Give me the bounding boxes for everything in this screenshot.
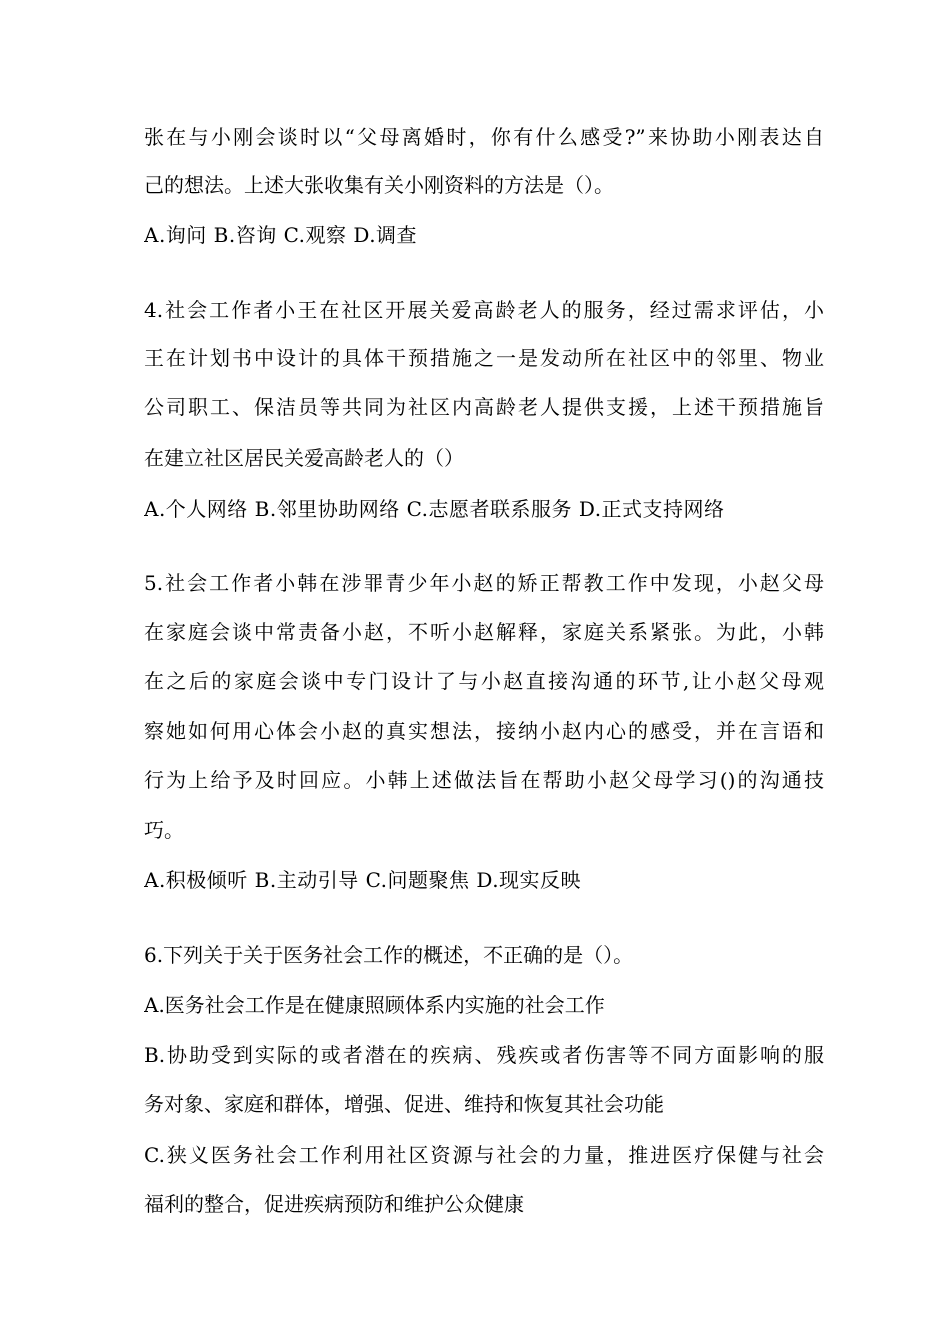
q5-stem-line-3: 在之后的家庭会谈中专门设计了与小赵直接沟通的环节,让小赵父母观 [144,669,824,693]
q6-option-b-line-2: 务对象、家庭和群体，增强、促进、维持和恢复其社会功能 [144,1092,664,1116]
q6-option-c-line-2: 福利的整合，促进疾病预防和维护公众健康 [144,1192,524,1216]
q4-stem-line-1: 4.社会工作者小王在社区开展关爱高龄老人的服务，经过需求评估，小 [144,298,824,322]
q6-option-c-line-1: C.狭义医务社会工作利用社区资源与社会的力量，推进医疗保健与社会 [144,1143,824,1167]
q5-stem-line-4: 察她如何用心体会小赵的真实想法，接纳小赵内心的感受，并在言语和 [144,719,824,743]
q5-stem-line-6: 巧。 [144,818,184,842]
q6-option-b-line-1: B.协助受到实际的或者潜在的疾病、残疾或者伤害等不同方面影响的服 [144,1043,824,1067]
q3-stem-line-2: 己的想法。上述大张收集有关小刚资料的方法是（）。 [144,173,614,197]
q3-stem-line-1: 张在与小刚会谈时以“父母离婚时，你有什么感受?”来协助小刚表达自 [144,125,824,149]
q4-stem-line-3: 公司职工、保洁员等共同为社区内高龄老人提供支援，上述干预措施旨 [144,395,824,419]
q5-stem-line-5: 行为上给予及时回应。小韩上述做法旨在帮助小赵父母学习()的沟通技 [144,768,824,792]
q4-options: A.个人网络 B.邻里协助网络 C.志愿者联系服务 D.正式支持网络 [144,497,725,521]
q4-stem-line-4: 在建立社区居民关爱高龄老人的（） [144,446,464,470]
q3-options: A.询问 B.咨询 C.观察 D.调查 [144,223,418,247]
q5-options: A.积极倾听 B.主动引导 C.问题聚焦 D.现实反映 [144,868,582,892]
q5-stem-line-2: 在家庭会谈中常责备小赵，不听小赵解释，家庭关系紧张。为此，小韩 [144,620,824,644]
q4-stem-line-2: 王在计划书中设计的具体干预措施之一是发动所在社区中的邻里、物业 [144,346,824,370]
q6-stem: 6.下列关于关于医务社会工作的概述，不正确的是（）。 [144,943,634,967]
q5-stem-line-1: 5.社会工作者小韩在涉罪青少年小赵的矫正帮教工作中发现，小赵父母 [144,571,824,595]
q6-option-a: A.医务社会工作是在健康照顾体系内实施的社会工作 [144,993,605,1017]
